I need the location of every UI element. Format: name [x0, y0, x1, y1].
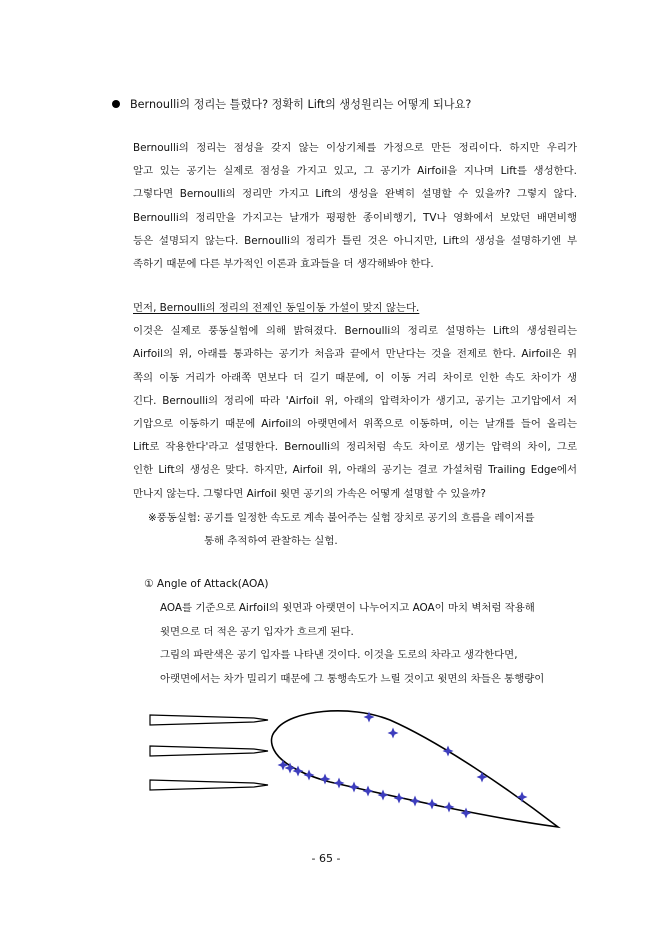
page-number: - 65 - [311, 852, 341, 865]
text-line: 등은 설명되지 않는다. Bernoulli의 정리가 틀린 것은 아니지만, Lift의 생성을 설명하기엔 부 [133, 234, 577, 247]
footnote-wind-tunnel [148, 507, 535, 553]
airflow-arrow [150, 715, 268, 725]
text-line: 쪽의 이동 거리가 아래쪽 면보다 더 길기 때문에, 이 이동 거리 차이로 인한 속도 차이가 생 [133, 371, 577, 384]
text-line: 인한 Lift의 생성은 맞다. 하지만, Airfoil 위, 아래의 공기는 결코 가설처럼 Trailing Edge에서 [133, 464, 577, 477]
paragraph-equal-transit [133, 297, 577, 506]
subsection-title: ① Angle of Attack(AOA) [144, 578, 269, 590]
text-line: Airfoil의 위, 아래를 통과하는 공기가 처음과 끝에서 만난다는 것을 전제로 한다. Airfoil은 위 [133, 348, 577, 361]
text-line: 만나지 않는다. 그렇다면 Airfoil 윗면 공기의 가속은 어떻게 설명할 수 있을까? [133, 487, 486, 500]
text-line: Lift로 작용한다'라고 설명한다. Bernoulli의 정리처럼 속도 차이로 생기는 압력의 차이, 그로 [133, 441, 577, 454]
airfoil-diagram [140, 700, 570, 840]
heading-text: Bernoulli의 정리는 틀렸다? 정확히 Lift의 생성원리는 어떻게 되나요? [130, 98, 472, 111]
text-line: 윗면으로 더 적은 공기 입자가 흐르게 된다. [160, 625, 354, 638]
paragraph-bernoulli-limits [133, 137, 577, 276]
text-line: 긴다. Bernoulli의 정리에 따라 'Airfoil 위, 아래의 압력차이가 생기고, 공기는 고기압에서 저 [133, 394, 577, 407]
text-line: 그렇다면 Bernoulli의 정리만 가지고 Lift의 생성을 완벽히 설명할 수 있을까? 그렇지 않다. [133, 188, 577, 201]
text-line: 기압으로 이동하기 때문에 Airfoil의 아랫면에서 위쪽으로 이동하며, 이는 날개를 들어 올리는 [133, 418, 577, 431]
airflow-arrow [150, 746, 268, 756]
bullet-icon [112, 100, 120, 108]
section-heading [112, 96, 471, 112]
text-line: 아랫면에서는 차가 밀리기 때문에 그 통행속도가 느릴 것이고 윗면의 차들은 통행량이 [160, 672, 545, 685]
text-line: Bernoulli의 정리는 점성을 갖지 않는 이상기체를 가정으로 만든 정리이다. 하지만 우리가 [133, 142, 577, 154]
underlined-title: 먼저, Bernoulli의 정리의 전제인 동일이동 가설이 맞지 않는다. [133, 302, 420, 314]
airfoil-shape [272, 711, 558, 827]
note-line: 통해 추적하여 관찰하는 실험. [204, 535, 338, 547]
text-line: 알고 있는 공기는 실제로 점성을 가지고 있고, 그 공기가 Airfoil을 지나며 Lift를 생성한다. [133, 165, 577, 178]
text-line: 족하기 때문에 다른 부가적인 이론과 효과들을 더 생각해봐야 한다. [133, 258, 434, 271]
airflow-arrow [150, 780, 268, 790]
note-line: ※풍동실험: 공기를 일정한 속도로 계속 불어주는 실험 장치로 공기의 흐름을 레이저를 [148, 512, 535, 524]
text-line: 그림의 파란색은 공기 입자를 나타낸 것이다. 이것을 도로의 차라고 생각한다면, [160, 649, 518, 662]
subsection-paragraph [160, 597, 544, 691]
text-line: AOA를 기준으로 Airfoil의 윗면과 아랫면이 나누어지고 AOA이 마치 벽처럼 작용해 [160, 602, 535, 614]
text-line: Bernoulli의 정리만을 가지고는 날개가 평평한 종이비행기, TV나 영화에서 보았던 배면비행 [133, 211, 577, 224]
text-line: 이것은 실제로 풍동실험에 의해 밝혀졌다. Bernoulli의 정리로 설명하는 Lift의 생성원리는 [133, 325, 577, 338]
